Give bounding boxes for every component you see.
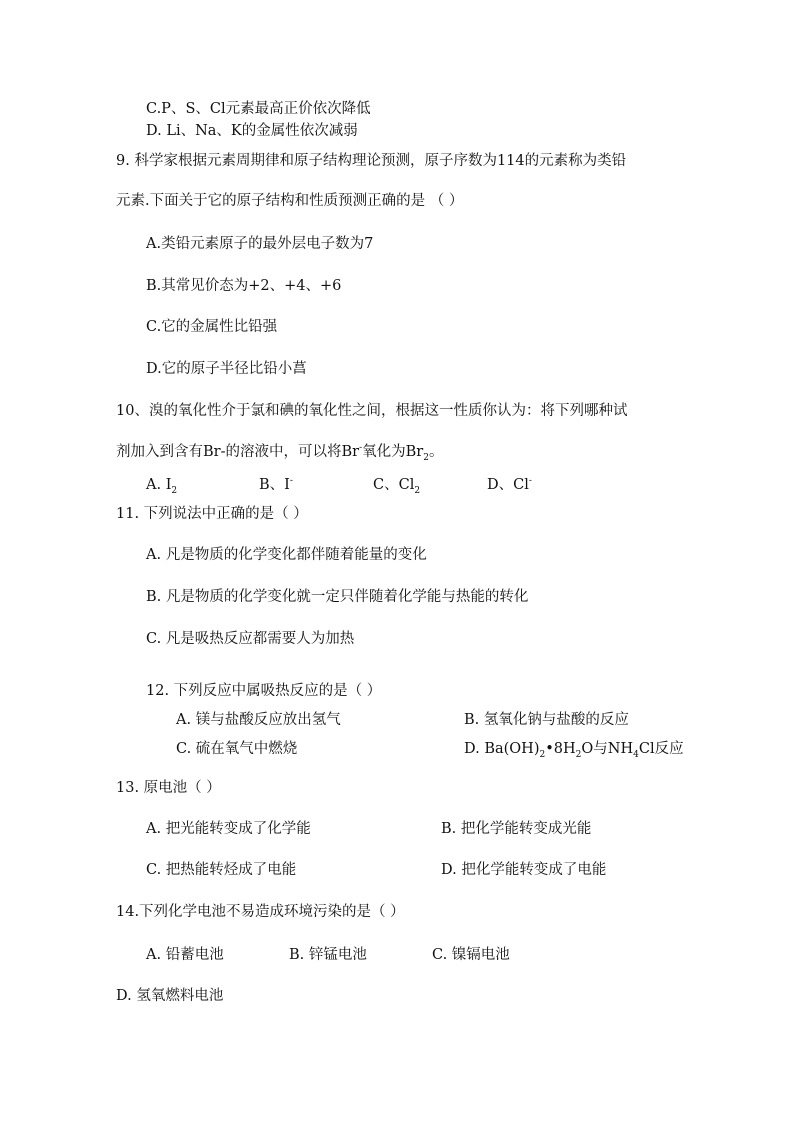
q10-stem-sub: 2 — [423, 452, 429, 463]
q13-option-d: D. 把化学能转变成了电能 — [441, 862, 607, 878]
q9-option-d: D.它的原子半径比铅小菖 — [146, 361, 307, 377]
q12-d-part3: O与NH — [581, 741, 634, 757]
q12-d-sub1: 2 — [539, 749, 546, 760]
q9-stem-line1: 9. 科学家根据元素周期律和原子结构理论预测，原子序数为114的元素称为类铅 — [116, 153, 627, 169]
q14-stem: 14.下列化学电池不易造成环境污染的是（ ） — [116, 904, 405, 920]
q10-option-d-text: D、Cl — [487, 477, 529, 493]
q10-stem-line2 — [116, 443, 443, 461]
q11-stem: 11. 下列说法中正确的是（ ） — [116, 506, 308, 522]
q12-d-sub3: 4 — [633, 749, 639, 760]
q10-option-b — [259, 476, 293, 494]
q10-option-c-sub: 2 — [414, 485, 421, 496]
q13-option-c: C. 把热能转烃成了电能 — [146, 862, 297, 878]
q9-option-b: B.其常见价态为+2、+4、+6 — [146, 278, 342, 294]
q12-option-c: C. 硫在氧气中燃烧 — [176, 741, 298, 757]
q12-d-part4: Cl反应 — [638, 741, 684, 757]
q8-option-c: C.P、S、Cl元素最高正价依次降低 — [146, 101, 371, 117]
q11-option-b: B. 凡是物质的化学变化就一定只伴随着化学能与热能的转化 — [146, 589, 529, 605]
q10-stem-part-a: 剂加入到含有Br-的溶液中，可以将Br — [116, 444, 360, 460]
q10-option-a — [146, 476, 177, 494]
q12-stem: 12. 下列反应中属吸热反应的是（ ） — [146, 683, 382, 699]
q11-option-a: A. 凡是物质的化学变化都伴随着能量的变化 — [146, 547, 427, 563]
q10-stem-part-b: 氧化为Br — [362, 444, 424, 460]
q12-d-sub2: 2 — [575, 749, 582, 760]
q13-option-b: B. 把化学能转变成光能 — [441, 821, 592, 837]
q10-option-c-text: C、Cl — [373, 477, 415, 493]
q10-option-d — [487, 476, 532, 494]
q10-stem-line1: 10、溴的氧化性介于氯和碘的氧化性之间，根据这一性质你认为：将下列哪种试 — [116, 403, 628, 419]
q10-option-c — [373, 476, 420, 494]
q12-option-a: A. 镁与盐酸反应放出氢气 — [176, 712, 341, 728]
q10-stem-part-c: 。 — [428, 444, 444, 460]
q14-option-c: C. 镍镉电池 — [432, 947, 510, 963]
q9-option-c: C.它的金属性比铅强 — [146, 319, 278, 335]
q13-option-a: A. 把光能转变成了化学能 — [146, 821, 311, 837]
q9-stem-line2: 元素.下面关于它的原子结构和性质预测正确的是 （ ） — [116, 193, 464, 209]
q14-option-b: B. 锌锰电池 — [289, 947, 367, 963]
q12-d-part2: •8H — [545, 741, 576, 757]
q10-option-a-text: A. I — [146, 477, 172, 493]
q10-option-b-sup: - — [289, 476, 293, 487]
q12-option-d — [464, 740, 684, 758]
q10-option-a-sub: 2 — [171, 485, 178, 496]
q10-option-d-sup: - — [528, 476, 532, 487]
q14-option-a: A. 铅蓄电池 — [146, 947, 224, 963]
q11-option-c: C. 凡是吸热反应都需要人为加热 — [146, 631, 355, 647]
q8-option-d: D. Li、Na、K的金属性依次减弱 — [146, 123, 358, 139]
q13-stem: 13. 原电池（ ） — [116, 780, 221, 796]
q12-d-part1: D. Ba(OH) — [464, 741, 540, 757]
q9-option-a: A.类铅元素原子的最外层电子数为7 — [146, 236, 374, 252]
q10-option-b-text: B、I — [259, 477, 290, 493]
q10-stem-sup: - — [359, 443, 363, 454]
q12-option-b: B. 氢氧化钠与盐酸的反应 — [464, 712, 629, 728]
q14-option-d: D. 氢氧燃料电池 — [116, 988, 224, 1004]
